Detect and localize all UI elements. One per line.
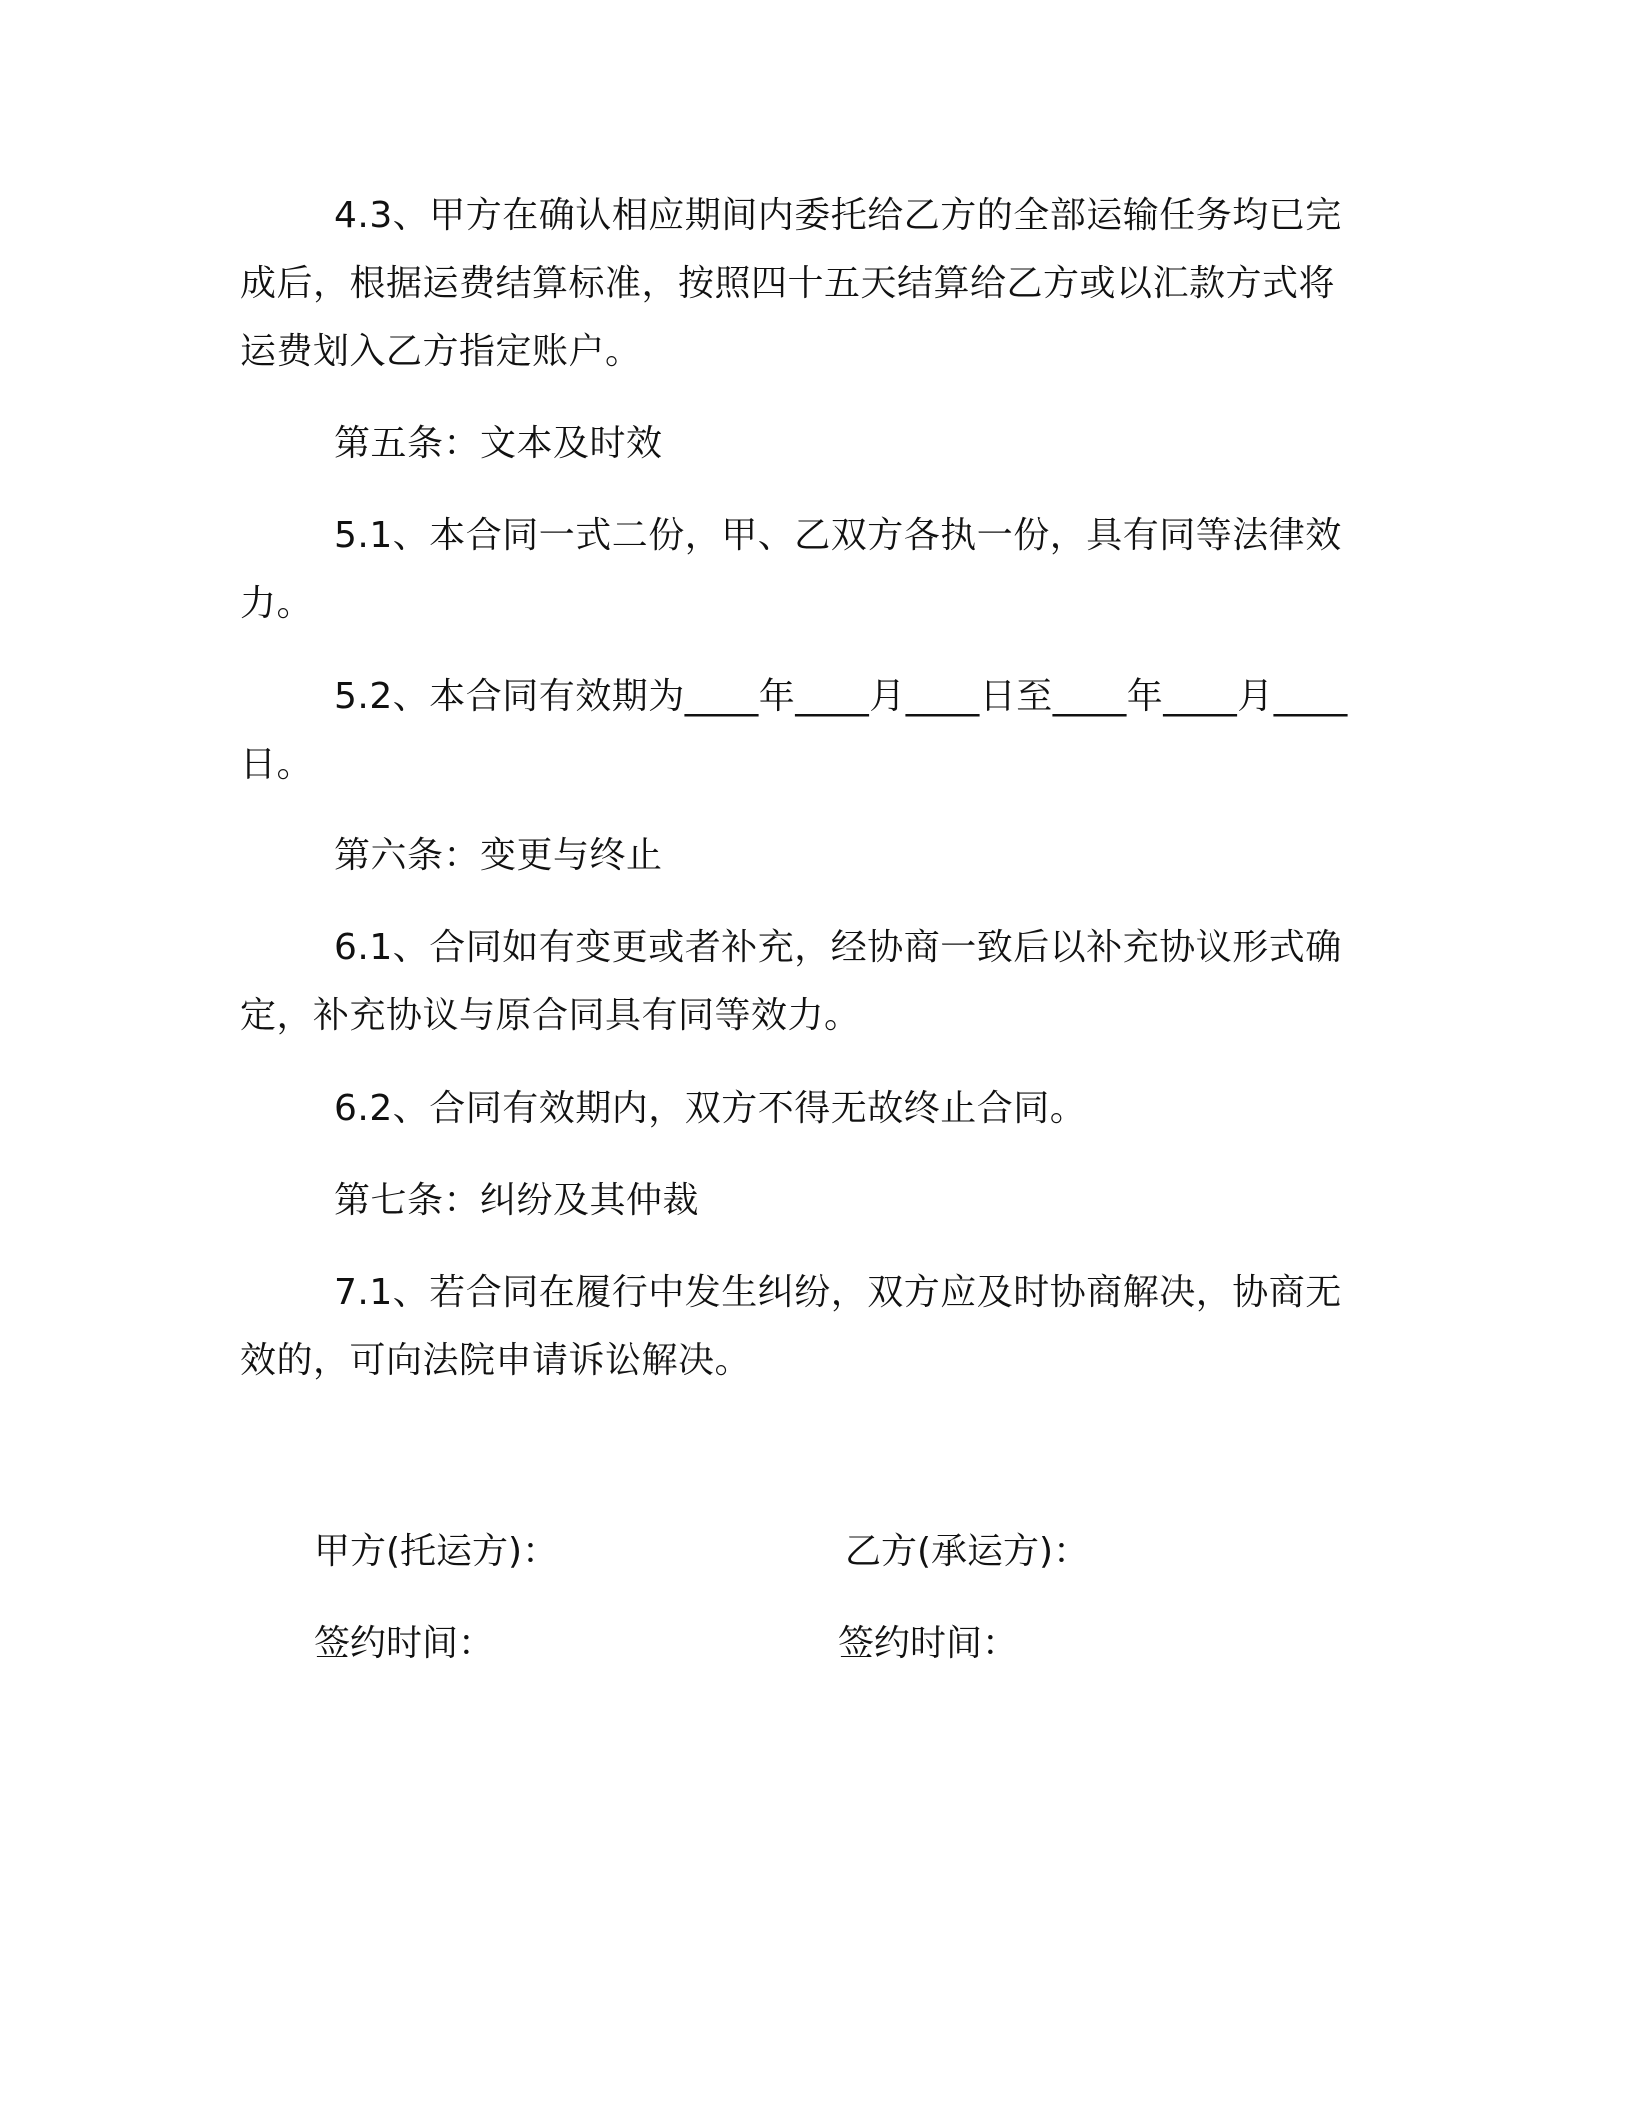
- clause-5-1: 5.1、本合同一式二份，甲、乙双方各执一份，具有同等法律效力。: [240, 515, 1342, 624]
- article-5-title: 第五条：文本及时效: [334, 423, 663, 464]
- clause-6-1: 6.1、合同如有变更或者补充，经协商一致后以补充协议形式确定，补充协议与原合同具有同等效力。: [240, 927, 1342, 1036]
- article-6-title: 第六条：变更与终止: [334, 835, 663, 876]
- party-b-date-label: 签约时间：: [838, 1623, 1019, 1664]
- clause-7-1: 7.1、若合同在履行中发生纠纷，双方应及时协商解决，协商无效的，可向法院申请诉讼解决。: [240, 1272, 1342, 1381]
- clause-6-2: 6.2、合同有效期内，双方不得无故终止合同。: [334, 1088, 1087, 1129]
- clause-5-2: 5.2、本合同有效期为____年____月____日至____年____月____日。: [240, 676, 1348, 785]
- party-b-label: 乙方(承运方)：: [845, 1531, 1090, 1572]
- party-a-label: 甲方(托运方)：: [314, 1531, 559, 1572]
- article-7-title: 第七条：纠纷及其仲裁: [334, 1180, 700, 1221]
- clause-4-3: 4.3、甲方在确认相应期间内委托给乙方的全部运输任务均已完成后，根据运费结算标准，按照四十五天结算给乙方或以汇款方式将运费划入乙方指定账户。: [240, 195, 1342, 372]
- party-a-date-label: 签约时间：: [314, 1623, 495, 1664]
